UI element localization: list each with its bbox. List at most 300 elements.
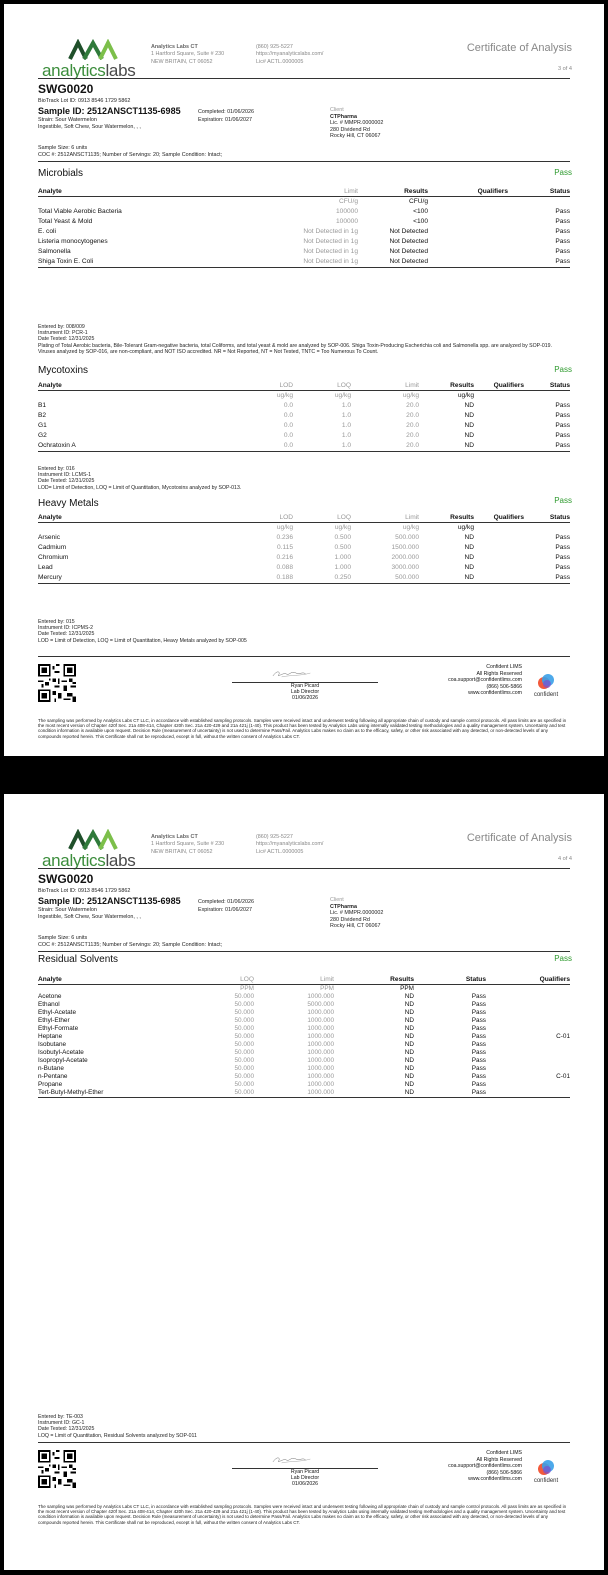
unit-cell: ug/kg (457, 392, 474, 399)
footer-divider (38, 656, 570, 657)
unit-cell: ug/kg (276, 524, 293, 531)
table-cell: 1000.000 (307, 1025, 334, 1032)
table-cell: 1000.000 (307, 1073, 334, 1080)
table-cell: <100 (413, 218, 428, 225)
table-cell: Not Detected (389, 238, 428, 245)
table-cell: 50.000 (234, 1017, 254, 1024)
col-qualifiers: Qualifiers (428, 187, 508, 197)
units-row (38, 523, 570, 534)
table-cell (474, 553, 524, 563)
table-cell: 20.0 (406, 422, 419, 429)
unit-cell (428, 197, 508, 208)
client-address1: 280 Dividend Rd (330, 126, 370, 133)
unit-cell: ug/kg (334, 392, 351, 399)
disclaimer-text: The sampling was performed by Analytics Labs CT LLC, in accordance with established sampling protocols. Samples were received intact and underwent testing following all appropriate chain of custody and sample control protocols. All pass limits are as specified in the most recent version of Chapter 420f Sec. 21a 408-414, Chapter 420h Sec. 21a 420-429 and 21a 421j (1-40). This product has been tested by Analytics Labs using internally validated testing methodologies and a quality management system. Uncertainty and test condition information is available upon request. Decision Rule (measurement of uncertainty) is not used to determine Pass/Fail. Analytics Labs makes no claim as to the efficacy, safety, or other risk associated with any detected, or non-detected levels of any compounds reported herein. This Certificate shall not be reproduced, except in full, without the written consent of Analytics Labs CT. (38, 718, 567, 739)
table-row (38, 1081, 570, 1089)
signer-title: Lab Director (290, 689, 320, 695)
table-row (38, 1009, 570, 1017)
unit-cell: ug/kg (334, 524, 351, 531)
table-cell: B1 (38, 402, 47, 409)
sample-strain: Strain: Sour Watermelon (38, 117, 97, 123)
col-status: Status (508, 187, 570, 197)
table-cell: 50.000 (234, 1073, 254, 1080)
table-cell: Mercury (38, 573, 238, 584)
table-cell (486, 1001, 570, 1009)
table-row (38, 563, 570, 573)
table-header-row (38, 513, 570, 523)
table-cell: Pass (414, 1089, 486, 1098)
table-cell: Pass (508, 257, 570, 268)
col-qualifiers: Qualifiers (474, 381, 524, 391)
table-cell: Pass (555, 544, 570, 551)
col-results: Results (358, 187, 428, 197)
table-cell: ND (404, 1057, 414, 1064)
sample-type: Ingestible, Soft Chew, Sour Watermelon, , , (38, 914, 141, 920)
table-cell: Pass (471, 1049, 486, 1056)
col-qualifiers: Qualifiers (486, 975, 570, 985)
table-cell: Arsenic (38, 534, 60, 541)
table-cell: 20.0 (351, 441, 419, 452)
table-cell: Pass (555, 534, 570, 541)
residual-solvents-notes: Entered by: TE-003 Instrument ID: GC-1 Date Tested: 12/31/2025 LOQ = Limit of Quantitation, Residual Solvents analyzed by SOP-011 (38, 1414, 197, 1439)
table-cell (428, 227, 508, 237)
table-row (38, 1033, 570, 1041)
unit-cell (508, 197, 570, 208)
table-cell (474, 431, 524, 441)
table-cell: 5000.000 (307, 1001, 334, 1008)
table-cell: ND (464, 432, 474, 439)
unit-cell (38, 985, 198, 994)
chain-of-custody: COC #: 2512ANSCT1135; Number of Servings: 20; Sample Condition: Intact; (38, 942, 223, 948)
table-cell: ND (404, 993, 414, 1000)
table-cell: Salmonella (38, 248, 71, 255)
table-cell: Propane (38, 1081, 63, 1088)
table-cell: Pass (555, 554, 570, 561)
table-cell: Pass (524, 441, 570, 452)
signature-block (232, 664, 378, 701)
col-lod: LOD (238, 513, 293, 523)
table-cell: 0.216 (276, 554, 293, 561)
table-cell: 1.0 (341, 432, 351, 439)
table-cell: Not Detected in 1g (303, 228, 358, 235)
table-cell: 1000.000 (307, 1041, 334, 1048)
mycotoxins-notes: Entered by: 016 Instrument ID: LCMS-1 Date Tested: 12/31/2025 LOD= Limit of Detection, LOQ = Limit of Quantitation, Mycotoxins analyzed by SOP-013. (38, 466, 242, 491)
table-cell: 50.000 (234, 1081, 254, 1088)
table-cell: ND (334, 1089, 414, 1098)
table-cell: Acetone (38, 993, 62, 1000)
table-cell: Isopropyl-Acetate (38, 1057, 88, 1064)
table-cell: 1.0 (341, 412, 351, 419)
table-cell: 3000.000 (391, 564, 419, 571)
table-cell: ND (464, 564, 474, 571)
table-cell: Ethyl-Acetate (38, 1009, 77, 1016)
client-address2: Rocky Hill, CT 06067 (330, 133, 381, 140)
table-cell: Ethanol (38, 1001, 60, 1008)
unit-cell: ug/kg (402, 524, 419, 531)
lab-address-block: Analytics Labs CT 1 Hartford Square, Suite # 230 NEW BRITAIN, CT 06052 (151, 834, 225, 855)
table-cell: Not Detected in 1g (303, 248, 358, 255)
residual-solvents-title: Residual Solvents (38, 954, 119, 965)
table-row (38, 553, 570, 563)
sample-strain: Strain: Sour Watermelon (38, 907, 97, 913)
table-cell: ND (404, 1049, 414, 1056)
table-cell: ND (464, 422, 474, 429)
table-row (38, 441, 570, 452)
unit-cell: CFU/g (408, 198, 428, 205)
table-cell: Heptane (38, 1033, 63, 1040)
table-cell (474, 441, 524, 452)
chain-of-custody: COC #: 2512ANSCT1135; Number of Servings: 20; Sample Condition: Intact; (38, 152, 223, 158)
table-cell: ND (404, 1073, 414, 1080)
table-cell: Pass (555, 412, 570, 419)
table-cell: 50.000 (234, 1009, 254, 1016)
sample-size: Sample Size: 6 units (38, 145, 88, 151)
table-row (38, 431, 570, 441)
col-loq: LOQ (293, 513, 351, 523)
unit-cell: PPM (240, 985, 254, 992)
confident-logo-icon (536, 1458, 556, 1478)
signature-icon (272, 664, 342, 684)
qr-code-icon[interactable] (38, 1450, 76, 1488)
col-analyte: Analyte (38, 975, 198, 985)
table-cell: Pass (555, 564, 570, 571)
signer-name: Ryan Picard (290, 1469, 320, 1475)
table-cell: Pass (471, 1001, 486, 1008)
col-status: Status (524, 513, 570, 523)
table-cell (474, 533, 524, 543)
units-row (38, 985, 570, 994)
header-divider (38, 868, 570, 869)
table-row (38, 1001, 570, 1009)
table-cell: ND (464, 402, 474, 409)
logo-wordmark: analyticslabs (42, 61, 136, 80)
table-cell (428, 207, 508, 217)
col-loq: LOQ (293, 381, 351, 391)
table-cell: Isobutyl-Acetate (38, 1049, 84, 1056)
col-limit: Limit (351, 381, 419, 391)
table-cell: n-Butane (38, 1065, 64, 1072)
table-cell (428, 247, 508, 257)
table-cell: 2000.000 (391, 554, 419, 561)
unit-cell (38, 197, 228, 208)
table-cell: Pass (471, 993, 486, 1000)
table-cell: 0.236 (276, 534, 293, 541)
col-qualifiers: Qualifiers (474, 513, 524, 523)
table-cell: 1000.000 (307, 1081, 334, 1088)
table-cell: 0.0 (283, 432, 293, 439)
table-cell: Pass (555, 248, 570, 255)
table-cell: Pass (555, 218, 570, 225)
table-header-row (38, 187, 570, 197)
table-cell: 500.000 (395, 534, 419, 541)
table-cell: Pass (555, 432, 570, 439)
page-number: 4 of 4 (558, 856, 572, 862)
table-cell: Ethyl-Ether (38, 1017, 70, 1024)
table-cell: B2 (38, 412, 47, 419)
sample-type: Ingestible, Soft Chew, Sour Watermelon, , , (38, 124, 141, 130)
table-cell: ND (464, 534, 474, 541)
table-cell: Not Detected (389, 248, 428, 255)
confident-logo: confident (526, 1458, 566, 1484)
table-cell: Shiga Toxin E. Coli (38, 257, 228, 268)
table-cell (486, 1041, 570, 1049)
table-cell: G2 (38, 432, 47, 439)
client-address2: Rocky Hill, CT 06067 (330, 923, 381, 930)
table-row (38, 1065, 570, 1073)
unit-cell (474, 523, 524, 534)
table-cell: ND (464, 412, 474, 419)
table-cell: 0.115 (276, 544, 293, 551)
biotrack-id: BioTrack Lot ID: 0913 8546 1729 5862 (38, 888, 131, 894)
table-cell (474, 573, 524, 584)
analytics-labs-logo-icon (68, 39, 118, 61)
col-status: Status (524, 381, 570, 391)
document-title: Certificate of Analysis (466, 832, 572, 844)
table-cell (474, 543, 524, 553)
table-cell: Pass (471, 1025, 486, 1032)
table-cell: Pass (471, 1009, 486, 1016)
client-label: Client (330, 897, 344, 903)
client-license: Lic. # MMPR.0000002 (330, 120, 384, 127)
table-cell: Not Detected (358, 257, 428, 268)
table-row (38, 1073, 570, 1081)
signature-icon (272, 1450, 342, 1470)
client-label: Client (330, 107, 344, 113)
table-cell (486, 1025, 570, 1033)
table-cell: 100000 (335, 208, 358, 215)
unit-cell (38, 523, 238, 534)
unit-cell (524, 391, 570, 402)
heavy-metals-pass-badge: Pass (554, 496, 572, 505)
unit-cell: PPM (320, 985, 334, 992)
table-cell (486, 1017, 570, 1025)
table-row (38, 247, 570, 257)
sample-sku: SWG0020 (38, 872, 94, 886)
table-cell: Ochratoxin A (38, 441, 238, 452)
microbials-notes: Entered by: 008/009 Instrument ID: PCR-1 Date Tested: 12/31/2025 Plating of Total Aerobic bacteria, Bile-Tolerant Gram-negative bacteria, total Coliforms, and total yeast & mold are analyzed by SOP-006. Shiga Toxin-Producing Escherichia coli and Salmonella spp. are analyzed by SOP-019. Viruses analyzed by SOP-016, are non-compliant, and NOT ISO accredited. NR = Not Reported, NT = Not Tested, TNTC = Too Numerous To Count. (38, 324, 552, 355)
table-cell: Isobutane (38, 1041, 67, 1048)
lims-contact: Confident LIMS All Rights Reserved coa.support@confidentlims.com (866) 506-5866 www.confidentlims.com (448, 1450, 522, 1483)
lims-contact: Confident LIMS All Rights Reserved coa.support@confidentlims.com (866) 506-5866 www.confidentlims.com (448, 664, 522, 697)
table-cell: 50.000 (198, 1089, 254, 1098)
table-cell: 1000.000 (307, 1033, 334, 1040)
table-cell: ND (464, 544, 474, 551)
table-cell: ND (404, 1001, 414, 1008)
table-cell: Pass (555, 402, 570, 409)
microbials-pass-badge: Pass (554, 168, 572, 177)
table-row (38, 401, 570, 411)
table-cell: Chromium (38, 554, 69, 561)
sample-sku: SWG0020 (38, 82, 94, 96)
table-cell: Listeria monocytogenes (38, 238, 108, 245)
expiration-date: Expiration: 01/06/2027 (198, 117, 252, 123)
client-address1: 280 Dividend Rd (330, 916, 370, 923)
table-cell: Tert-Butyl-Methyl-Ether (38, 1089, 198, 1098)
coa-page-4 (4, 794, 604, 1570)
table-row (38, 1017, 570, 1025)
table-cell: 0.0 (283, 422, 293, 429)
lab-contact-block: (860) 925-5227 https://myanalyticslabs.com/ Lic# ACTL.0000005 (256, 834, 324, 855)
table-cell: 500.000 (351, 573, 419, 584)
heavy-metals-title: Heavy Metals (38, 498, 99, 509)
signer-title: Lab Director (290, 1475, 320, 1481)
table-cell: 0.188 (238, 573, 293, 584)
residual-solvents-table (38, 975, 570, 1098)
table-cell: Pass (555, 208, 570, 215)
disclaimer-text: The sampling was performed by Analytics Labs CT LLC, in accordance with established sampling protocols. Samples were received intact and underwent testing following all appropriate chain of custody and sample control protocols. All pass limits are as specified in the most recent version of Chapter 420f Sec. 21a 408-414, Chapter 420h Sec. 21a 420-429 and 21a 421j (1-40). This product has been tested by Analytics Labs using internally validated testing methodologies and a quality management system. Uncertainty and test condition information is available upon request. Decision Rule (measurement of uncertainty) is not used to determine Pass/Fail. Analytics Labs makes no claim as to the efficacy, safety, or other risk associated with any detected, or non-detected levels of any compounds reported herein. This Certificate shall not be reproduced, except in full, without the written consent of Analytics Labs CT. (38, 1504, 567, 1525)
signer-name: Ryan Picard (290, 683, 320, 689)
sample-id: Sample ID: 2512ANSCT1135-6985 (38, 106, 181, 116)
unit-cell: ug/kg (276, 392, 293, 399)
table-cell: 1000.000 (307, 1049, 334, 1056)
table-header-row (38, 381, 570, 391)
table-cell: Pass (555, 422, 570, 429)
signature-block (232, 1450, 378, 1487)
table-cell: G1 (38, 422, 47, 429)
table-cell (474, 411, 524, 421)
lab-contact-block: (860) 925-5227 https://myanalyticslabs.com/ Lic# ACTL.0000005 (256, 44, 324, 65)
table-cell (428, 217, 508, 227)
page-number: 3 of 4 (558, 66, 572, 72)
unit-cell (474, 391, 524, 402)
table-cell: Pass (471, 1017, 486, 1024)
table-row (38, 993, 570, 1001)
table-cell (474, 421, 524, 431)
table-cell: 1000.000 (307, 1065, 334, 1072)
table-row (38, 257, 570, 268)
table-cell (486, 1009, 570, 1017)
logo-wordmark: analyticslabs (42, 851, 136, 870)
col-lod: LOD (238, 381, 293, 391)
col-analyte: Analyte (38, 513, 238, 523)
units-row (38, 197, 570, 208)
table-cell: ND (464, 554, 474, 561)
table-cell: 1000.000 (307, 1057, 334, 1064)
table-cell: 0.250 (293, 573, 351, 584)
footer-divider (38, 1442, 570, 1443)
client-license: Lic. # MMPR.0000002 (330, 910, 384, 917)
table-cell: 1000.000 (307, 1009, 334, 1016)
col-results: Results (334, 975, 414, 985)
table-header-row (38, 975, 570, 985)
table-cell: 20.0 (406, 432, 419, 439)
units-row (38, 391, 570, 402)
table-cell: 20.0 (406, 412, 419, 419)
unit-cell: ug/kg (457, 524, 474, 531)
info-divider (38, 951, 570, 952)
qr-code-icon[interactable] (38, 664, 76, 702)
unit-cell: ug/kg (402, 392, 419, 399)
confident-logo-icon (536, 672, 556, 692)
table-row (38, 217, 570, 227)
table-cell (486, 1089, 570, 1098)
table-cell: ND (404, 1065, 414, 1072)
col-analyte: Analyte (38, 187, 228, 197)
table-cell: 50.000 (234, 1001, 254, 1008)
table-cell: 0.500 (334, 534, 351, 541)
heavy-metals-notes: Entered by: 015 Instrument ID: ICPMS-2 Date Tested: 12/31/2025 LOD = Limit of Detection, LOQ = Limit of Quantitation, Heavy Metals analyzed by SOP-005 (38, 619, 247, 644)
unit-cell: PPM (400, 985, 414, 992)
table-cell (486, 1049, 570, 1057)
table-row (38, 421, 570, 431)
heavy-metals-table (38, 513, 570, 584)
table-cell (486, 1065, 570, 1073)
table-cell: Not Detected (389, 228, 428, 235)
table-cell: ND (404, 1081, 414, 1088)
table-cell: 1000.000 (307, 993, 334, 1000)
table-row (38, 207, 570, 217)
sign-date: 01/06/2026 (292, 1481, 318, 1487)
table-cell: Not Detected in 1g (303, 238, 358, 245)
table-row (38, 573, 570, 584)
table-cell: E. coli (38, 228, 56, 235)
table-cell: Pass (471, 1065, 486, 1072)
mycotoxins-pass-badge: Pass (554, 365, 572, 374)
sample-size: Sample Size: 6 units (38, 935, 88, 941)
table-cell: ND (419, 441, 474, 452)
completed-date: Completed: 01/06/2026 (198, 899, 255, 905)
table-cell: Pass (471, 1073, 486, 1080)
coa-page-3 (4, 4, 604, 756)
table-row (38, 227, 570, 237)
table-cell: 1.000 (334, 564, 351, 571)
table-row (38, 1057, 570, 1065)
table-cell: ND (404, 1041, 414, 1048)
col-status: Status (414, 975, 486, 985)
table-cell: 0.0 (238, 441, 293, 452)
table-cell: Pass (555, 228, 570, 235)
analytics-labs-logo-icon (68, 829, 118, 851)
table-cell: Total Yeast & Mold (38, 218, 93, 225)
table-cell: ND (404, 1017, 414, 1024)
table-cell: Not Detected in 1g (228, 257, 358, 268)
col-results: Results (419, 381, 474, 391)
table-cell: 50.000 (234, 993, 254, 1000)
table-cell: n-Pentane (38, 1073, 68, 1080)
table-cell: 50.000 (234, 1041, 254, 1048)
table-cell: ND (404, 1009, 414, 1016)
table-cell (428, 237, 508, 247)
table-cell: 0.500 (334, 544, 351, 551)
table-cell: Pass (471, 1081, 486, 1088)
table-cell: 50.000 (234, 1049, 254, 1056)
col-limit: Limit (228, 187, 358, 197)
document-title: Certificate of Analysis (466, 42, 572, 54)
table-cell: Cadmium (38, 544, 67, 551)
table-cell: 50.000 (234, 1025, 254, 1032)
mycotoxins-table (38, 381, 570, 452)
table-row (38, 1049, 570, 1057)
table-row (38, 1041, 570, 1049)
table-cell (474, 563, 524, 573)
unit-cell (38, 391, 238, 402)
table-cell (486, 993, 570, 1001)
residual-solvents-pass-badge: Pass (554, 954, 572, 963)
col-analyte: Analyte (38, 381, 238, 391)
table-cell: Lead (38, 564, 53, 571)
table-cell: ND (404, 1033, 414, 1040)
table-cell: 1.0 (341, 402, 351, 409)
table-cell: C-01 (556, 1033, 570, 1040)
confident-logo: confident (526, 672, 566, 698)
table-cell: Pass (471, 1041, 486, 1048)
table-cell: 1500.000 (391, 544, 419, 551)
table-cell: 0.0 (283, 402, 293, 409)
completed-date: Completed: 01/06/2026 (198, 109, 255, 115)
table-row (38, 1089, 570, 1098)
col-limit: Limit (351, 513, 419, 523)
table-cell: <100 (413, 208, 428, 215)
